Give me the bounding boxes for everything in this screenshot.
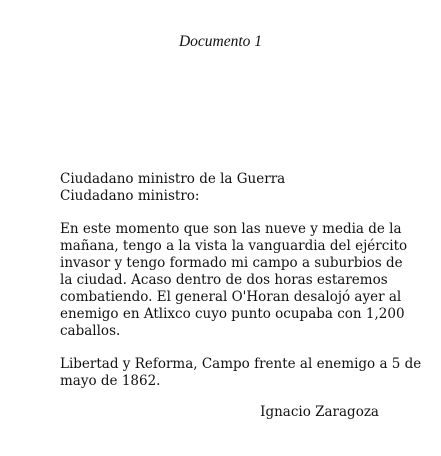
document-title: Documento 1 [178, 33, 263, 50]
paragraph-line: En este momento que son las nueve y media de la [60, 221, 402, 237]
paragraph-line: invasor y tengo formado mi campo a suburbios de [60, 255, 403, 271]
paragraph-line: mayo de 1862. [60, 373, 161, 389]
paragraph-line: combatiendo. El general O'Horan desalojó ayer al [60, 289, 402, 305]
paragraph-line: enemigo en Atlixco cuyo punto ocupaba con 1,200 [60, 306, 405, 322]
salutation-line: Ciudadano ministro: [60, 188, 200, 204]
salutation-line: Ciudadano ministro de la Guerra [60, 171, 286, 187]
paragraph-line: la ciudad. Acaso dentro de dos horas estaremos [60, 272, 388, 288]
paragraph-line: mañana, tengo a la vista la vanguardia del ejército [60, 238, 408, 254]
paragraph-line: caballos. [60, 323, 121, 339]
signature: Ignacio Zaragoza [260, 404, 379, 420]
paragraph-line: Libertad y Reforma, Campo frente al enemigo a 5 de [60, 356, 422, 372]
